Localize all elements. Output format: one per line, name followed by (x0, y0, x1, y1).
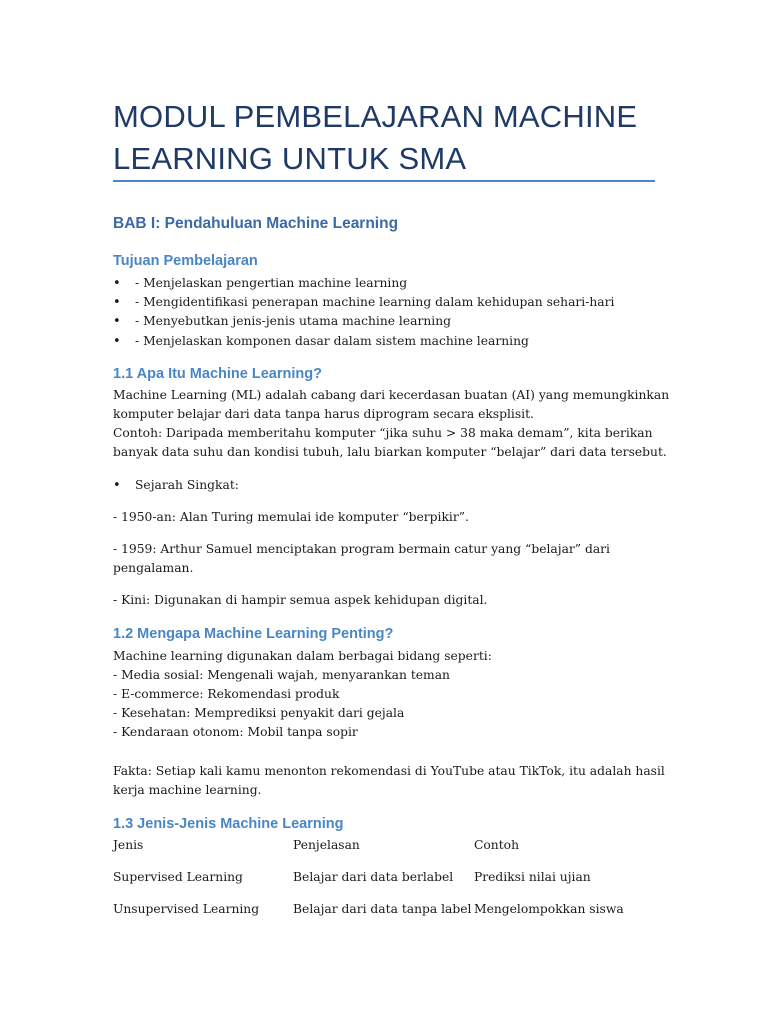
history-item: - Kini: Digunakan di hampir semua aspek kehidupan digital. (113, 593, 488, 607)
paragraph-line: komputer belajar dari data tanpa harus diprogram secara eksplisit. (113, 407, 534, 421)
objective-text: - Menjelaskan komponen dasar dalam sistem machine learning (135, 334, 529, 348)
table-cell: Belajar dari data tanpa label (293, 902, 472, 916)
title-underline (113, 180, 655, 182)
bullet-icon: • (113, 295, 121, 310)
section-1-3-heading: 1.3 Jenis-Jenis Machine Learning (113, 816, 344, 832)
objective-text: - Menyebutkan jenis-jenis utama machine learning (135, 314, 451, 328)
fact-line: Fakta: Setiap kali kamu menonton rekomendasi di YouTube atau TikTok, itu adalah hasil (113, 764, 665, 778)
bullet-icon: • (113, 334, 121, 349)
history-bullet-text: Sejarah Singkat: (135, 478, 239, 492)
history-item: - 1950-an: Alan Turing memulai ide komputer “berpikir”. (113, 510, 469, 524)
application-item: - Kendaraan otonom: Mobil tanpa sopir (113, 725, 358, 739)
table-cell: Supervised Learning (113, 870, 243, 884)
history-item-continued: pengalaman. (113, 561, 194, 575)
table-header-cell: Penjelasan (293, 838, 360, 852)
table-cell: Prediksi nilai ujian (474, 870, 591, 884)
bullet-icon: • (113, 478, 121, 493)
application-item: - E-commerce: Rekomendasi produk (113, 687, 340, 701)
paragraph-line: Machine Learning (ML) adalah cabang dari kecerdasan buatan (AI) yang memungkinkan (113, 388, 670, 402)
fact-line: kerja machine learning. (113, 783, 262, 797)
objectives-heading: Tujuan Pembelajaran (113, 253, 258, 269)
document-title: MODUL PEMBELAJARAN MACHINE LEARNING UNTUK SMA (113, 99, 638, 176)
table-cell: Belajar dari data berlabel (293, 870, 454, 884)
bullet-icon: • (113, 314, 121, 329)
paragraph-line: banyak data suhu dan kondisi tubuh, lalu biarkan komputer “belajar” dari data tersebut. (113, 445, 667, 459)
table-cell: Mengelompokkan siswa (474, 902, 624, 916)
section-1-2-heading: 1.2 Mengapa Machine Learning Penting? (113, 626, 394, 642)
table-header-cell: Jenis (113, 838, 144, 852)
paragraph-line: Machine learning digunakan dalam berbagai bidang seperti: (113, 649, 492, 663)
bullet-icon: • (113, 276, 121, 291)
history-item: - 1959: Arthur Samuel menciptakan program bermain catur yang “belajar” dari (113, 542, 610, 556)
chapter-heading: BAB I: Pendahuluan Machine Learning (113, 215, 399, 232)
objective-text: - Menjelaskan pengertian machine learning (135, 276, 408, 290)
application-item: - Kesehatan: Memprediksi penyakit dari gejala (113, 706, 405, 720)
section-1-1-heading: 1.1 Apa Itu Machine Learning? (113, 366, 322, 382)
application-item: - Media sosial: Mengenali wajah, menyarankan teman (113, 668, 450, 682)
table-cell: Unsupervised Learning (113, 902, 260, 916)
objective-text: - Mengidentifikasi penerapan machine learning dalam kehidupan sehari-hari (135, 295, 615, 309)
paragraph-line: Contoh: Daripada memberitahu komputer “jika suhu > 38 maka demam”, kita berikan (113, 426, 653, 440)
table-header-cell: Contoh (474, 838, 519, 852)
